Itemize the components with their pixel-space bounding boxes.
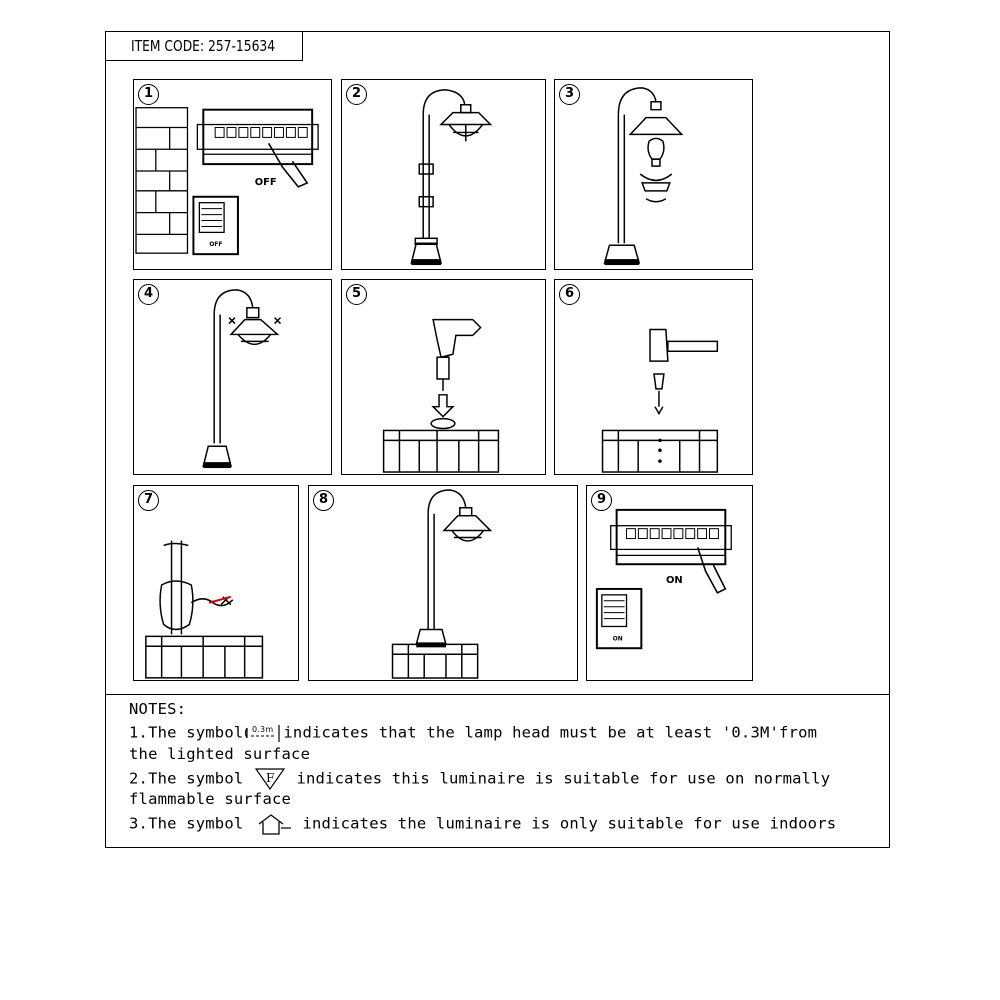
step-2-panel: [341, 79, 546, 270]
step-9-panel: [586, 485, 753, 681]
step-7-panel: [133, 485, 299, 681]
note-1-continuation: the lighted surface: [129, 745, 311, 763]
step-number-8: 8: [313, 490, 334, 511]
step-number-1: 1: [138, 84, 159, 105]
switch-on-label: ON: [666, 575, 683, 586]
step-8-panel: [308, 485, 578, 681]
note-2-continuation: flammable surface: [129, 790, 292, 808]
note-2-prefix: 2.The symbol: [129, 769, 244, 788]
note-2-text: indicates this luminaire is suitable for use on normally: [296, 769, 831, 788]
note-3: [129, 812, 836, 836]
indoor-use-house-icon: [253, 812, 293, 836]
note-1-prefix: 1.The symbol: [129, 723, 244, 742]
step-number-7: 7: [138, 490, 159, 511]
step-number-5: 5: [346, 284, 367, 305]
flammable-surface-symbol-icon: [253, 767, 287, 791]
step-number-4: 4: [138, 284, 159, 305]
breaker-off-label: OFF: [209, 241, 223, 249]
switch-off-label: OFF: [254, 176, 277, 188]
notes-divider: [105, 694, 890, 695]
step-5-panel: [341, 279, 546, 475]
distance-symbol-icon: [243, 722, 283, 744]
flammable-symbol-text: F: [265, 771, 275, 785]
notes-title: NOTES:: [129, 700, 187, 718]
note-3-text: indicates the luminaire is only suitable for use indoors: [302, 814, 837, 833]
breaker-on-label: ON: [612, 636, 623, 643]
step-number-3: 3: [559, 84, 580, 105]
step-1-panel: [133, 79, 332, 270]
step-4-panel: [133, 279, 332, 475]
assembled-lamp-post-illustration: [342, 80, 545, 269]
step-number-2: 2: [346, 84, 367, 105]
note-1: [129, 722, 817, 744]
hammer-anchor-illustration: [555, 280, 752, 474]
step-number-6: 6: [559, 284, 580, 305]
step-3-panel: [554, 79, 753, 270]
bulb-insertion-illustration: [555, 80, 752, 269]
item-code-label: ITEM CODE: 257-15634: [105, 31, 303, 61]
lamp-head-tightening-illustration: [134, 280, 331, 474]
installed-lamp-post-illustration: [309, 486, 577, 680]
note-1-text: indicates that the lamp head must be at least '0.3M'from: [283, 723, 818, 742]
distance-symbol-text: 0.3m: [252, 725, 274, 734]
wall-switch-off-illustration: [134, 80, 331, 269]
wiring-connection-illustration: [134, 486, 298, 680]
step-6-panel: [554, 279, 753, 475]
drill-ground-illustration: [342, 280, 545, 474]
step-number-9: 9: [591, 490, 612, 511]
wall-switch-on-illustration: [587, 486, 752, 680]
note-2: [129, 767, 830, 791]
note-3-prefix: 3.The symbol: [129, 814, 244, 833]
